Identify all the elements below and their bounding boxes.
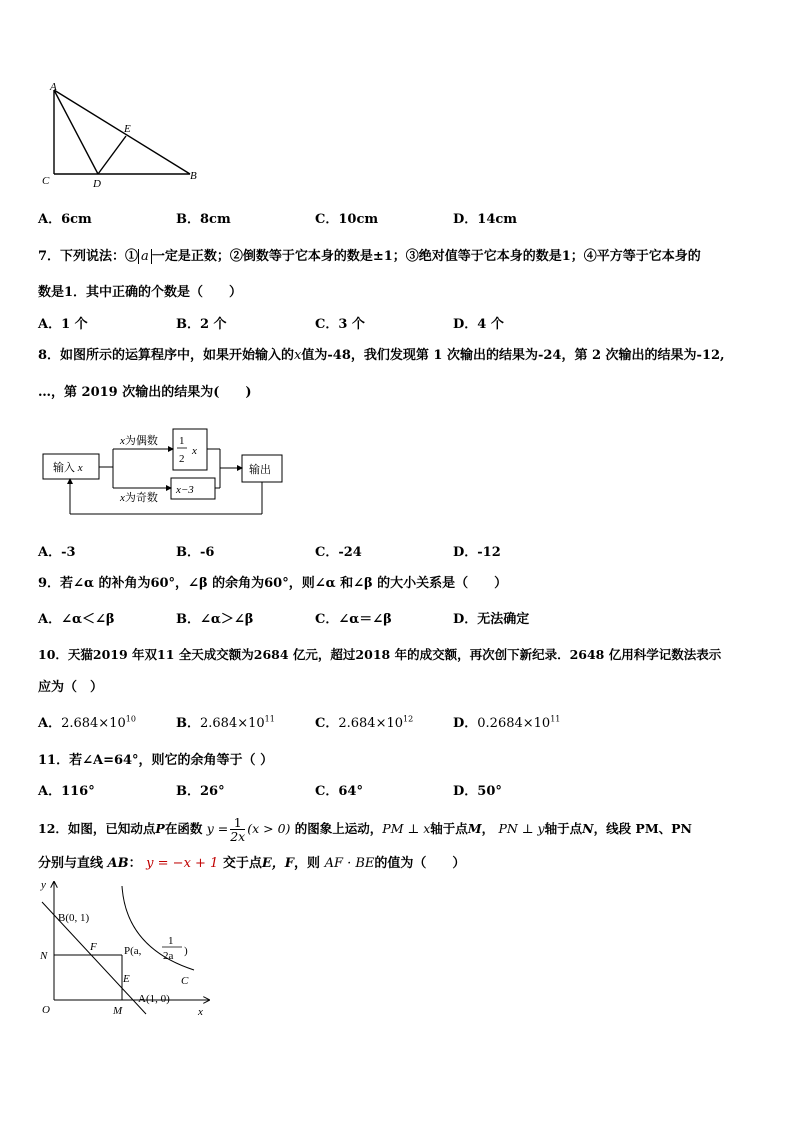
q10-option-d[interactable]: D．$0.2684\times 10^{11}$ <box>453 714 561 731</box>
point-e-label: E <box>123 973 130 985</box>
label-b: B <box>190 170 197 182</box>
q7-option-a[interactable]: A．1 个 <box>38 317 88 332</box>
point-p-label: P(a, <box>124 945 142 957</box>
q6-option-d[interactable]: D．14cm <box>453 212 518 227</box>
flowchart <box>40 426 290 520</box>
q11-option-b[interactable]: B．26° <box>176 784 225 799</box>
flow-input: 输入 x <box>53 462 83 474</box>
q9-option-d[interactable]: D．无法确定 <box>453 612 530 627</box>
q10-option-b[interactable]: B．$2.684\times 10^{11}$ <box>176 714 275 731</box>
abs-a: a <box>138 249 152 264</box>
label-a: A <box>50 81 57 93</box>
q8-line1: 8．如图所示的运算程序中，如果开始输入的x值为-48，我们发现第 1 次输出的结果为-24，第 2 次输出的结果为-12, <box>38 348 725 363</box>
q12-line2: 分别与直线 AB： y = −x + 1 交于点E，F，则 AF · BE的值为（ ） <box>38 856 466 871</box>
q10-line1: 10．天猫2019 年双11 全天成交额为2684 亿元，超过2018 年的成交额，再次创下新纪录．2648 亿用科学记数法表示 <box>38 647 722 662</box>
point-p-num: 1 <box>168 935 174 947</box>
q7-option-b[interactable]: B．2 个 <box>176 317 227 332</box>
flow-minus3: x−3 <box>176 484 194 496</box>
flow-half-den: 2 <box>179 453 185 465</box>
q7-line2: 数是1．其中正确的个数是（ ） <box>38 285 243 300</box>
q11-option-d[interactable]: D．50° <box>453 784 502 799</box>
axis-y-label: y <box>41 879 46 891</box>
flow-even: x为偶数 <box>120 435 158 447</box>
q11-option-c[interactable]: C．64° <box>315 784 363 799</box>
q8-line2: …，第 2019 次输出的结果为( ) <box>38 385 252 400</box>
q10-option-c[interactable]: C．$2.684\times 10^{12}$ <box>315 714 414 731</box>
label-c: C <box>42 175 50 187</box>
q9-option-c[interactable]: C．∠α＝∠β <box>315 612 392 627</box>
q8-option-b[interactable]: B．-6 <box>176 545 215 560</box>
flow-half-num: 1 <box>179 435 185 447</box>
point-a-label: A(1, 0) <box>138 993 170 1005</box>
point-b-label: B(0, 1) <box>58 912 90 924</box>
q11-text: 11．若∠A=64°，则它的余角等于（ ） <box>38 753 274 768</box>
q7-option-d[interactable]: D．4 个 <box>453 317 504 332</box>
q10-option-a[interactable]: A．$2.684\times 10^{10}$ <box>38 714 136 731</box>
q7-option-c[interactable]: C．3 个 <box>315 317 365 332</box>
point-n-label: N <box>40 950 48 962</box>
point-p-close: ) <box>184 945 188 957</box>
q7-line1: 7．下列说法：① a 一定是正数；②倒数等于它本身的数是±1；③绝对值等于它本身的数是1；④平方等于它本身的 <box>38 249 701 264</box>
triangle-figure <box>38 80 208 192</box>
coordinate-figure <box>34 876 214 1022</box>
q9-option-a[interactable]: A．∠α＜∠β <box>38 612 115 627</box>
q9-text: 9．若∠α 的补角为60°，∠β 的余角为60°，则∠α 和∠β 的大小关系是（ ） <box>38 576 508 591</box>
label-d: D <box>93 178 101 190</box>
q9-option-b[interactable]: B．∠α＞∠β <box>176 612 254 627</box>
q11-option-a[interactable]: A．116° <box>38 784 95 799</box>
curve-c-label: C <box>181 975 189 987</box>
q8-option-d[interactable]: D．-12 <box>453 545 501 560</box>
q8-option-a[interactable]: A．-3 <box>38 545 76 560</box>
q8-option-c[interactable]: C．-24 <box>315 545 362 560</box>
point-m-label: M <box>113 1005 123 1017</box>
label-e: E <box>124 123 131 135</box>
flow-odd: x为奇数 <box>120 492 158 504</box>
point-p-den: 2a <box>163 950 174 962</box>
origin-label: O <box>42 1004 50 1016</box>
flow-output: 输出 <box>249 464 271 476</box>
q10-line2: 应为（ ） <box>38 680 104 695</box>
q6-option-b[interactable]: B．8cm <box>176 212 231 227</box>
q12-line1: 12．如图，已知动点P在函数 y = $\frac{1}{2x}$ (x > 0) 的图象上运动，PM ⊥ x轴于点M， PN ⊥ y轴于点N，线段 PM、PN <box>38 815 692 844</box>
q6-option-c[interactable]: C．10cm <box>315 212 379 227</box>
flow-half-x: x <box>192 445 197 457</box>
func-fraction: $\frac{1}{2x}$ <box>230 815 246 844</box>
axis-x-label: x <box>198 1006 203 1018</box>
point-f-label: F <box>90 941 97 953</box>
q6-option-a[interactable]: A．6cm <box>38 212 92 227</box>
